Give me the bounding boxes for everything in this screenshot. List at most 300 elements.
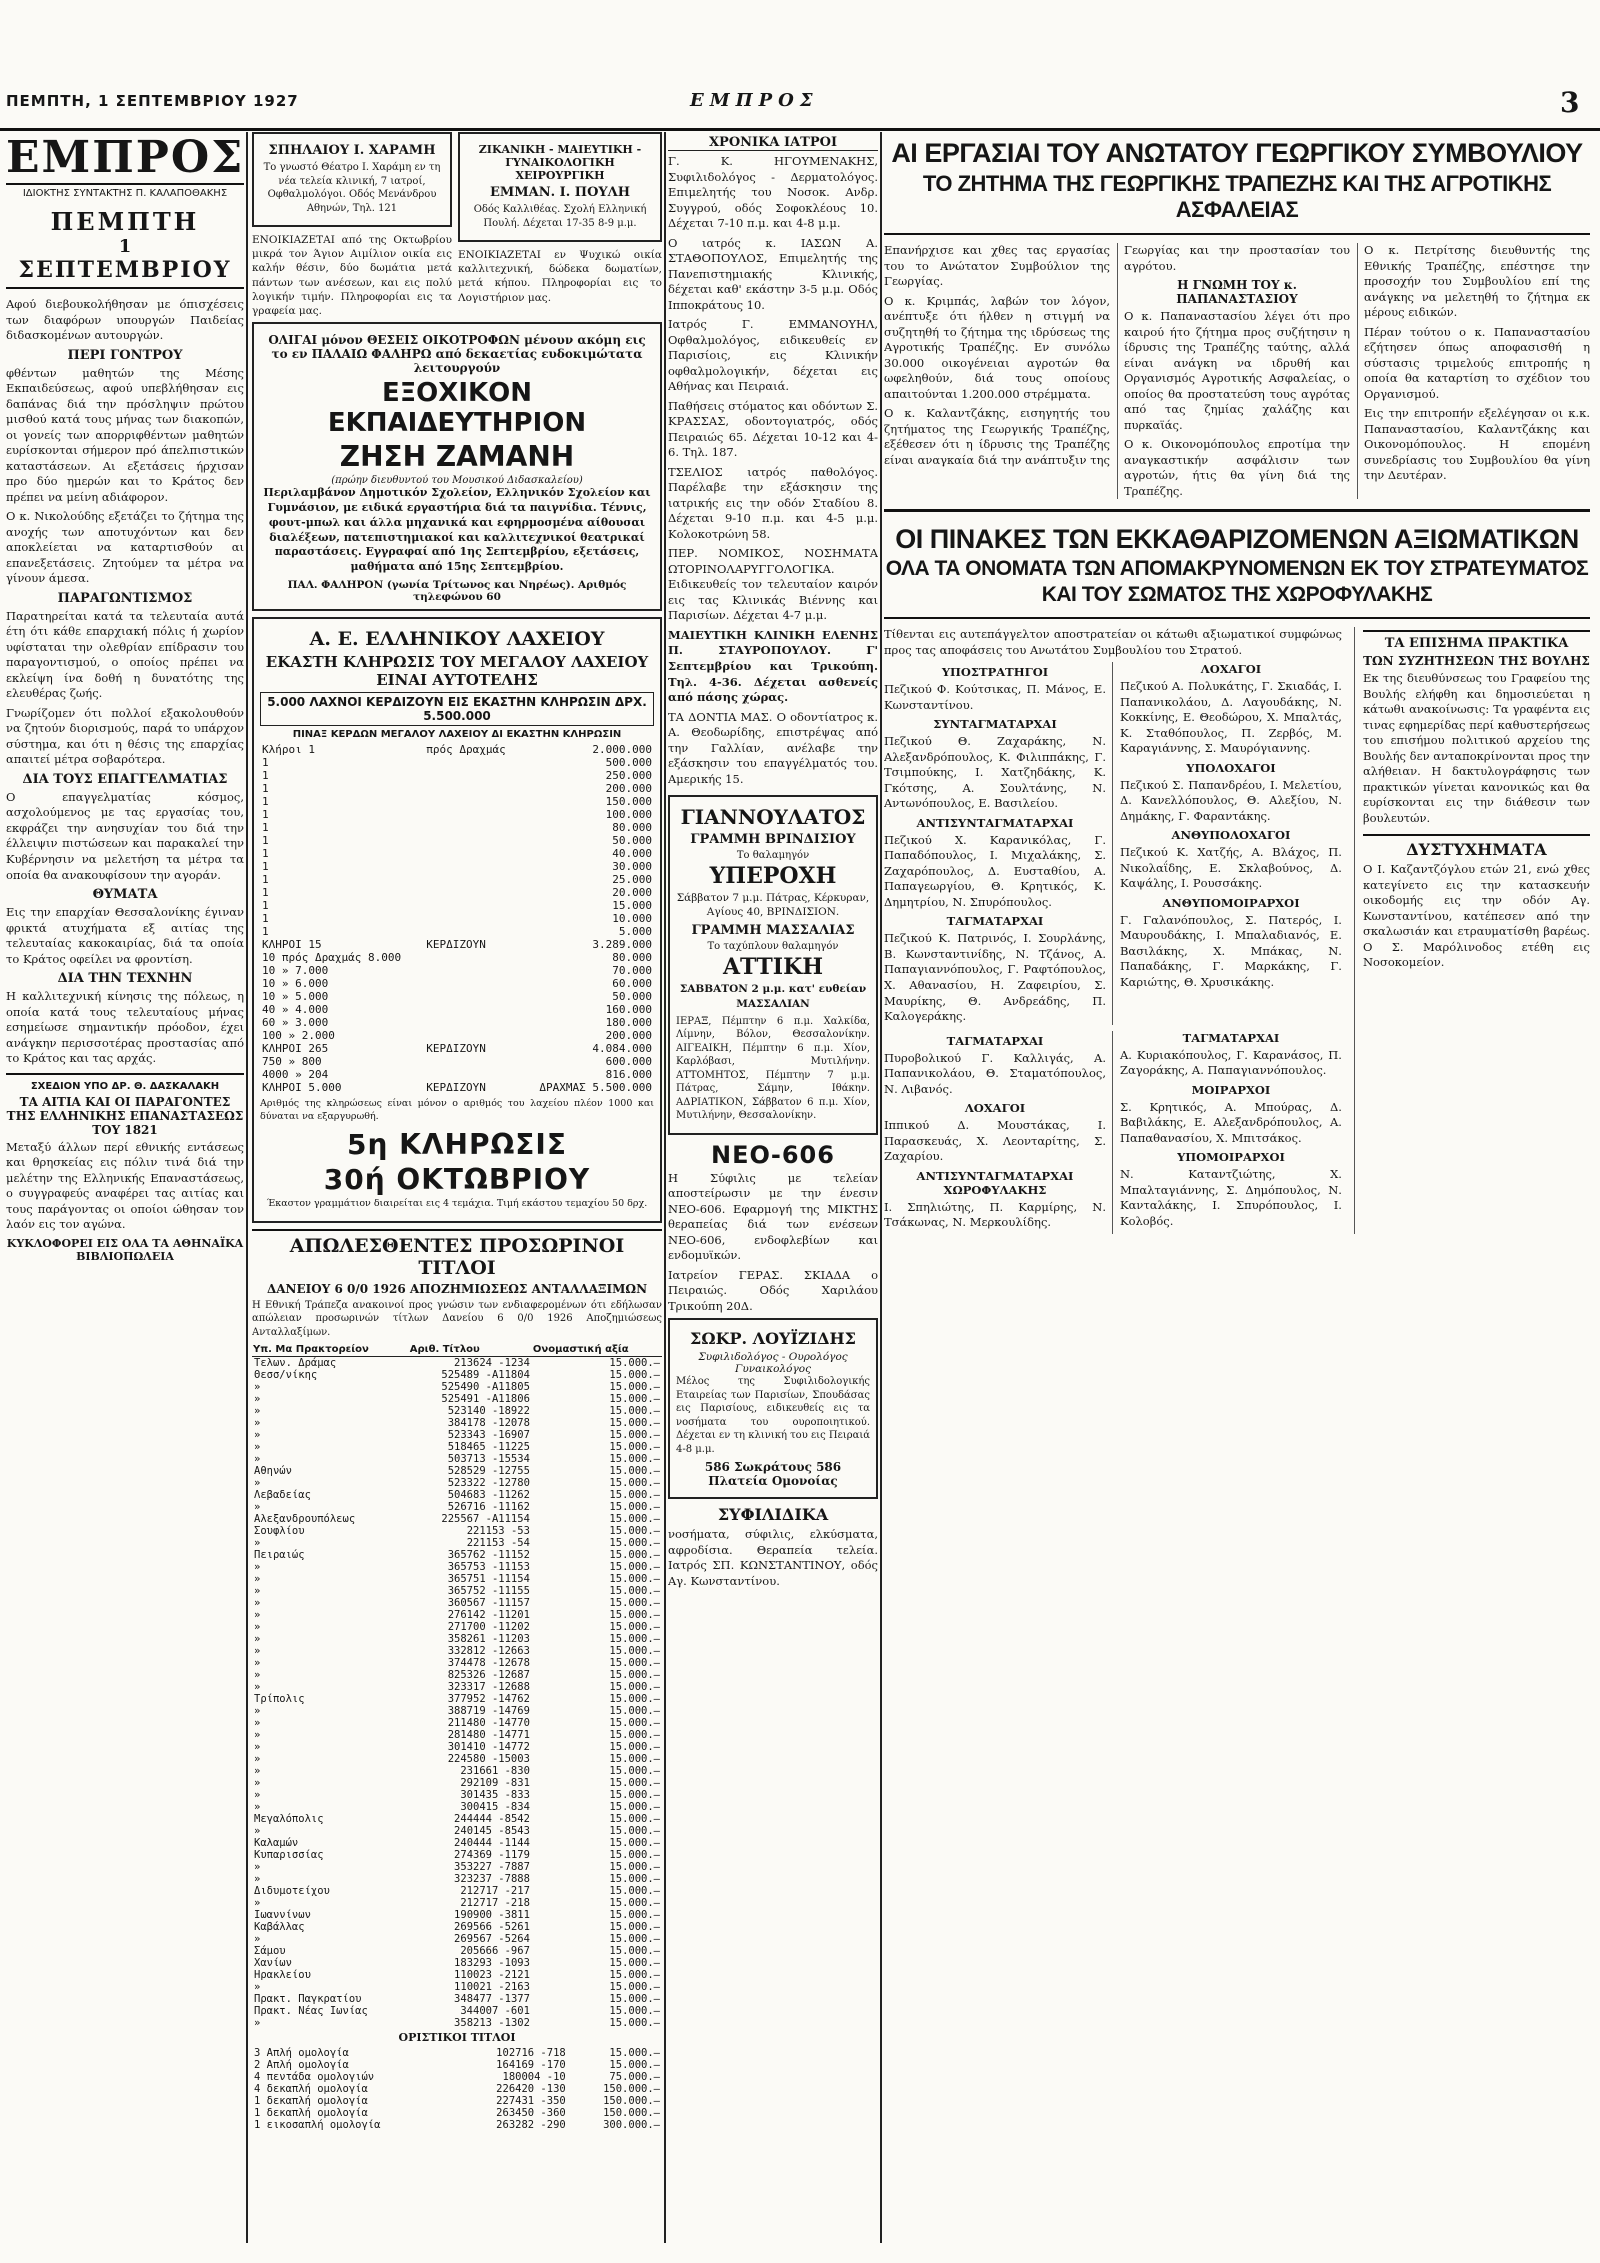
- lottery-cell: 1: [262, 795, 269, 809]
- masthead-logo: ΕΜΠΡΟΣ: [6, 132, 244, 183]
- lottery-cell: [424, 795, 520, 808]
- lottery-cell: [424, 951, 520, 964]
- bonds-row: [252, 1729, 662, 1741]
- lottery-cell: 1: [262, 899, 269, 913]
- article-heading: ΔΙΑ ΤΟΥΣ ΕΠΑΓΓΕΛΜΑΤΙΑΣ: [22, 771, 228, 787]
- lottery-cell: [424, 925, 520, 938]
- lottery-cell: ΚΕΡΔΙΖΟΥΝ: [426, 1081, 486, 1095]
- rank-heading: ΥΠΟΣΤΡΑΤΗΓΟΙ: [941, 665, 1049, 680]
- bonds-cell: Αθηνών: [254, 1465, 292, 1478]
- ship-route: ΣΑΒΒΑΤΟΝ 2 μ.μ. κατ' ευθείαν ΜΑΣΣΑΛΙΑΝ: [679, 983, 867, 1010]
- divider: [884, 509, 1590, 512]
- lottery-cell: 1: [262, 821, 269, 835]
- article-footer: ΚΥΚΛΟΦΟΡΕΙ ΕΙΣ ΟΛΑ ΤΑ ΑΘΗΝΑΪΚΑ ΒΙΒΛΙΟΠΩΛΕΙΑ: [6, 1236, 244, 1263]
- bonds-cell: Πειραιώς: [254, 1549, 305, 1562]
- bonds-cell: Λεβαδείας: [254, 1489, 311, 1502]
- rank-heading: ΑΝΘΥΠΟΜΟΙΡΑΡΧΟΙ: [1162, 895, 1300, 910]
- bonds-cell: 1 εικοσαπλή ομολογία: [254, 2119, 381, 2132]
- lottery-row: [260, 886, 654, 899]
- page-header: [0, 84, 1600, 131]
- lottery-cell: 5.000: [618, 925, 652, 939]
- lottery-cell: [424, 782, 520, 795]
- article-paragraph: Εις την επιτροπήν εξελέγησαν οι κ.κ. Παπαναστασίου, Καλαντζάκης και Οικονομόπουλος. Η επομένη συνεδρίασις του Συμβουλίου θα γίνη την Δευτέραν.: [1364, 406, 1590, 483]
- bonds-cell: 15.000.—: [609, 1645, 660, 1658]
- lottery-row: [260, 847, 654, 860]
- masthead-day: ΠΕΜΠΤΗ: [50, 207, 200, 236]
- lottery-row: [260, 925, 654, 938]
- bonds-row: [252, 1945, 662, 1957]
- lottery-cell: 816.000: [605, 1068, 652, 1082]
- lottery-cell: 1: [262, 834, 269, 848]
- lottery-cell: 10 » 6.000: [262, 977, 329, 991]
- lottery-cell: ΔΡΑΧΜΑΣ 5.500.000: [539, 1081, 652, 1095]
- lottery-note: Αριθμός της κληρώσεως είναι μόνον ο αριθμός του λαχείου πλέον 1000 και δύναται να εξαργυρωθή.: [260, 1098, 654, 1122]
- lottery-subtitle: ΕΚΑΣΤΗ ΚΛΗΡΩΣΙΣ ΤΟΥ ΜΕΓΑΛΟΥ ΛΑΧΕΙΟΥ ΕΙΝΑΙ ΑΥΤΟΤΕΛΗΣ: [265, 653, 649, 690]
- lottery-row: [260, 782, 654, 795]
- bonds-cell: »: [254, 1585, 261, 1598]
- lottery-cell: [424, 847, 520, 860]
- lottery-row: [260, 990, 654, 1003]
- article-paragraph: Η καλλιτεχνική κίνησις της πόλεως, η οποία κατά τους τελευταίους μήνας εσημείωσε σημαντικήν πρόοδον, έχει ανάγκην περισσοτέρας προστασίας από το Κράτος και τας αρχάς.: [6, 989, 244, 1066]
- bonds-cell: 269566 -5261: [454, 1921, 530, 1934]
- bonds-cell: »: [254, 1741, 261, 1754]
- lottery-cell: 100 » 2.000: [262, 1029, 335, 1043]
- rank-names: Γ. Γαλανόπουλος, Σ. Πατερός, Ι. Μαυρουδάκης, Ι. Μπαλαδιανός, Ε. Βασιλάκης, Χ. Μπάκας, Ν. Παπαδάκης, Γ. Μαρκάκης, Γ. Καριώτης, Θ. Χρυσικάκης.: [1119, 912, 1342, 989]
- masthead-editor: ΙΔΙΟΚΤΗΣ ΣΥΝΤΑΚΤΗΣ Π. ΚΑΛΑΠΟΘΑΚΗΣ: [22, 188, 228, 199]
- bonds-row: [252, 1621, 662, 1633]
- lottery-row: [260, 1029, 654, 1042]
- bonds-cell: »: [254, 1609, 261, 1622]
- lottery-cell: [424, 977, 520, 990]
- bonds-cell: 332812 -12663: [447, 1645, 530, 1658]
- bonds-cell: 15.000.—: [609, 1597, 660, 1610]
- bonds-cell: 15.000.—: [609, 1477, 660, 1490]
- bonds-row: [252, 1861, 662, 1873]
- lottery-cell: 10 πρός Δραχμάς 8.000: [262, 951, 402, 965]
- bonds-cell: 15.000.—: [609, 1441, 660, 1454]
- lottery-cell: 750 » 800: [262, 1055, 322, 1069]
- header-date: ΠΕΜΠΤΗ, 1 ΣΕΠΤΕΜΒΡΙΟΥ 1927: [6, 92, 299, 110]
- next-draw-date: 30ή ΟΚΤΩΒΡΙΟΥ: [323, 1162, 591, 1196]
- lottery-table: [260, 743, 654, 1094]
- rank-names: Πεζικού Φ. Κούτσικας, Π. Μάνος, Ε. Κωνσταντίνου.: [884, 682, 1106, 712]
- bonds-cell: 271700 -11202: [447, 1621, 530, 1634]
- lottery-cell: [424, 886, 520, 899]
- bonds-cell: Ηρακλείου: [254, 1969, 311, 1982]
- bonds-cell: Μεγαλόπολις: [254, 1813, 324, 1826]
- bonds-row: [252, 1813, 662, 1825]
- article-paragraph: Ο κ. Κριμπάς, λαβών τον λόγον, ανέπτυξε ότι ήλθεν η στιγμή να συζητηθή το ζήτημα της ιδρύσεως της Αγροτικής Τραπέζης. Εν συνόλω 30.000 οικογένειαι αγροτών θα ωφεληθούν, διά τους οποίους απαιτούνται 1.200.000 στρέμματα.: [884, 293, 1110, 401]
- bonds-cell: 4 πεντάδα ομολογιών: [254, 2071, 375, 2084]
- bonds-cell: »: [254, 1933, 261, 1946]
- bonds-cell: 15.000.—: [609, 1981, 660, 1994]
- school-address: ΠΑΛ. ΦΑΛΗΡΟΝ (γωνία Τρίτωνος και Νηρέως). Αριθμός τηλεφώνου 60: [287, 579, 627, 604]
- lottery-row: [260, 1042, 654, 1055]
- bonds-cell: 15.000.—: [609, 1537, 660, 1550]
- lottery-cell: [424, 808, 520, 821]
- bonds-cell: 110021 -2163: [454, 1981, 530, 1994]
- bonds-cell: 15.000.—: [609, 1945, 660, 1958]
- bonds-cell: 224580 -15003: [447, 1753, 530, 1766]
- bonds-cell: 15.000.—: [609, 1585, 660, 1598]
- rank-heading: ΤΑΓΜΑΤΑΡΧΑΙ: [946, 1033, 1044, 1048]
- officer-lists: [884, 662, 1342, 1024]
- bonds-cell: 1 δεκαπλή ομολογία: [254, 2095, 368, 2108]
- bonds-cell: Καλαμών: [254, 1837, 299, 1850]
- doctor-address: 586 Σωκράτους 586 Πλατεία Ομονοίας: [704, 1460, 842, 1489]
- bonds-cell: Χανίων: [254, 1957, 292, 1970]
- officer-lists-2: [884, 1031, 1342, 1234]
- bonds-cell: 15.000.—: [609, 1429, 660, 1442]
- ship-route: Σάββατον 7 μ.μ. Πάτρας, Κέρκυραν, Αγίους 40, ΒΡΙΝΔΙΣΙΟΝ.: [676, 892, 870, 919]
- lottery-cell: 25.000: [612, 873, 652, 887]
- bonds-cell: »: [254, 1537, 261, 1550]
- rank-heading: ΣΥΝΤΑΓΜΑΤΑΡΧΑΙ: [933, 717, 1057, 732]
- article-heading: ΔΙΑ ΤΗΝ ΤΕΧΝΗΝ: [57, 971, 193, 987]
- lottery-row: [260, 977, 654, 990]
- lottery-row: [260, 1068, 654, 1081]
- lottery-cell: 180.000: [605, 1016, 652, 1030]
- shipping-line: ΓΡΑΜΜΗ ΒΡΙΝΔΙΣΙΟΥ: [690, 832, 856, 848]
- bonds-row: [252, 1597, 662, 1609]
- school-owner: ΖΗΣΗ ΖΑΜΑΝΗ: [339, 440, 575, 474]
- bonds-cell: 75.000.—: [609, 2071, 660, 2084]
- lottery-row: [260, 1016, 654, 1029]
- masthead-month: ΣΕΠΤΕΜΒΡΙΟΥ: [6, 257, 244, 289]
- article-paragraph: Μεταξύ άλλων περί εθνικής εντάσεως και θρησκείας εις πόλιν τινά διά την μελέτην της Ελληνικής Επαναστάσεως, ο συγγραφεύς αναφέρει τας αιτίας και τους παράγοντας οι οποίοι ώθησαν τον λαόν εις τον αγώνα.: [6, 1139, 244, 1232]
- bonds-row: [252, 1657, 662, 1669]
- bonds-cell: 227431 -350: [496, 2095, 566, 2108]
- article-paragraph: Εις την επαρχίαν Θεσσαλονίκης έγιναν φρικτά ατυχήματα εξ αιτίας της τελευταίας κακοκαιρίας, διά τα οποία το Κράτος οφείλει να φροντίση.: [6, 905, 244, 966]
- rank-names: Πεζικού Α. Πολυκάτης, Γ. Σκιαδάς, Ι. Παπανικολάου, Δ. Λαγουδάκης, Ν. Κοκκίνης, Ε. Θεοδώρου, Χ. Μπαλτάς, Κ. Σταθόπουλος, Π. Ζερβός, Μ. Καραγιάννης, Σ. Μαυρόγιαννης.: [1119, 679, 1342, 756]
- bonds-row: [252, 2071, 662, 2083]
- bonds-cell: Καβάλλας: [254, 1921, 305, 1934]
- agri-subheadline: ΤΟ ΖΗΤΗΜΑ ΤΗΣ ΓΕΩΡΓΙΚΗΣ ΤΡΑΠΕΖΗΣ ΚΑΙ ΤΗΣ ΑΓΡΟΤΙΚΗΣ ΑΣΦΑΛΕΙΑΣ: [922, 171, 1552, 222]
- bonds-cell: Ιωαννίνων: [254, 1909, 311, 1922]
- bonds-cell: 15.000.—: [609, 1369, 660, 1382]
- bonds-cell: »: [254, 1801, 261, 1814]
- shipping-company: ΓΙΑΝΝΟΥΛΑΤΟΣ: [680, 805, 866, 830]
- lottery-cell: 10 » 5.000: [262, 990, 329, 1004]
- lottery-cell: [424, 834, 520, 847]
- bonds-cell: »: [254, 1657, 261, 1670]
- lottery-cell: [424, 899, 520, 912]
- bonds-cell: 365753 -11153: [447, 1561, 530, 1574]
- syfilis-ad-text: νοσήματα, σύφιλις, ελκύσματα, αφροδίσια. Θεραπεία τελεία. Ιατρός ΣΠ. ΚΩΝΣΤΑΝΤΙΝΟΥ, οδός Αγ. Κωνσταντίνου.: [668, 1527, 878, 1588]
- bonds-row: [252, 2047, 662, 2059]
- lottery-cell: 50.000: [612, 834, 652, 848]
- bonds-row: [252, 1417, 662, 1429]
- bonds-cell: 15.000.—: [609, 1837, 660, 1850]
- bonds-cell: 102716 -718: [496, 2047, 566, 2060]
- bonds-cell: 15.000.—: [609, 1633, 660, 1646]
- bonds-cell: 212717 -217: [460, 1885, 530, 1898]
- rank-heading: ΛΟΧΑΓΟΙ: [1200, 662, 1262, 677]
- ad-title: ΣΠΗΛΑΙΟΥ Ι. ΧΑΡΑΜΗ: [268, 143, 436, 158]
- rank-names: Πεζικού Κ. Πατρινός, Ι. Σουρλάνης, Β. Κωνσταντινίδης, Ν. Τζάνος, Α. Παπαγιαννόπουλος, Γ. Ραφτόπουλος, Χ. Αθανασίου, Η. Ζαφειρίου, Σ. Μαυρίκης, Θ. Ανδρεάδης, Π. Καλογεράκης.: [884, 931, 1106, 1024]
- bonds-cell: 276142 -11201: [447, 1609, 530, 1622]
- notice-subtitle: ΔΑΝΕΙΟΥ 6 0/0 1926 ΑΠΟΖΗΜΙΩΣΕΩΣ ΑΝΤΑΛΛΑΞΙΜΩΝ: [266, 1281, 648, 1296]
- doctor-listing: Γ. Κ. ΗΓΟΥΜΕΝΑΚΗΣ, Συφιλιδολόγος - Δερματολόγος. Επιμελητής του Νοσοκ. Ανδρ. Συγγρού, οδός Σοφοκλέους 10. Δέχεται 7-10 π.μ. και 4-8 μ.μ.: [668, 154, 878, 231]
- bonds-cell: 15.000.—: [609, 1465, 660, 1478]
- lottery-row: [260, 899, 654, 912]
- lottery-cell: [424, 990, 520, 1003]
- lottery-cell: 200.000: [605, 1029, 652, 1043]
- bonds-row: [252, 2017, 662, 2029]
- bonds-row: [252, 1633, 662, 1645]
- doctor-ad: [668, 1318, 878, 1499]
- bonds-cell: »: [254, 1453, 261, 1466]
- bonds-row: [252, 1369, 662, 1381]
- bonds-cell: 15.000.—: [609, 1921, 660, 1934]
- bonds-row: [252, 1525, 662, 1537]
- bonds-row: [252, 1789, 662, 1801]
- bonds-cell: 365752 -11155: [447, 1585, 530, 1598]
- lottery-footer: Έκαστον γραμμάτιον διαιρείται εις 4 τεμάχια. Τιμή εκάστου τεμαχίου 50 δρχ.: [266, 1197, 648, 1209]
- bonds-cell: 226420 -130: [496, 2083, 566, 2096]
- ad-text: Οδός Καλλιθέας. Σχολή Ελληνική Πουλή. Δέχεται 17-35 8-9 μ.μ.: [473, 204, 647, 229]
- bonds-cell: 231661 -830: [460, 1765, 530, 1778]
- bonds-row: [252, 1921, 662, 1933]
- bonds-row: [252, 2005, 662, 2017]
- bonds-cell: 358261 -11203: [447, 1633, 530, 1646]
- bonds-row: [252, 1885, 662, 1897]
- doctor-listing: ΤΑ ΔΟΝΤΙΑ ΜΑΣ. Ο οδοντίατρος κ. Α. Θεοδωρίδης, επιστρέψας από την Γαλλίαν, ανέλαβε την εξάσκησιν του επαγγέλματός του. Αμερικής 15.: [668, 709, 878, 786]
- bonds-cell: 374478 -12678: [447, 1657, 530, 1670]
- bonds-cell: 2 Απλή ομολογία: [254, 2059, 349, 2072]
- lottery-cell: ΚΕΡΔΙΖΟΥΝ: [426, 1042, 486, 1056]
- agri-headline: ΑΙ ΕΡΓΑΣΙΑΙ ΤΟΥ ΑΝΩΤΑΤΟΥ ΓΕΩΡΓΙΚΟΥ ΣΥΜΒΟΥΛΙΟΥ: [891, 138, 1583, 168]
- bonds-cell: 15.000.—: [609, 2059, 660, 2072]
- bonds-cell: »: [254, 1405, 261, 1418]
- rank-names: Πυροβολικού Γ. Καλλιγάς, Α. Παπανικολάου, Θ. Σταματόπουλος, Ν. Λιβανός.: [884, 1050, 1106, 1096]
- bonds-cell: 15.000.—: [609, 1489, 660, 1502]
- lottery-cell: 600.000: [605, 1055, 652, 1069]
- lottery-cell: [424, 873, 520, 886]
- article-paragraph: Ο κ. Πετρίτσης διευθυντής της Εθνικής Τραπέζης, επέστησε την προσοχήν του Συμβουλίου επί της ανάγκης να μελετηθή το ζήτημα εκ μέρους ειδικών.: [1364, 243, 1590, 320]
- bonds-row: [252, 1453, 662, 1465]
- bonds-cell: 525489 -A11804: [441, 1369, 530, 1382]
- lottery-row: [260, 821, 654, 834]
- lottery-row: [260, 860, 654, 873]
- bonds-row: [252, 1693, 662, 1705]
- bonds-cell: 353227 -7887: [454, 1861, 530, 1874]
- bonds-row: [252, 2095, 662, 2107]
- bonds-cell: 213624 -1234: [454, 1357, 530, 1370]
- lottery-row: [260, 1055, 654, 1068]
- lottery-cell: [424, 1016, 520, 1029]
- rank-heading: ΑΝΘΥΠΟΛΟΧΑΓΟΙ: [1171, 828, 1291, 843]
- bonds-row: [252, 1501, 662, 1513]
- lottery-cell: [424, 964, 520, 977]
- lottery-cell: [424, 756, 520, 769]
- article-paragraph: Γνωρίζομεν ότι πολλοί εξακολουθούν να ζητούν διορισμούς, παρά το υπάρχον σύστημα, και ότι η θέσις της επαρχίας απαιτεί μέτρα σοβαρότερα.: [6, 705, 244, 767]
- doctor-name: ΕΜΜΑΝ. Ι. ΠΟΥΛΗ: [489, 185, 631, 200]
- article-paragraph: Εκ της διευθύνσεως του Γραφείου της Βουλής ελήφθη και δημοσιεύεται η κάτωθι ανακοίνωσις: Τα γραφέντα εις τινας εφημερίδας περί καθυστερήσεως του επισήμου πολιτικού αρχείου της Βουλής δεν ανταποκρίνονται προς την αλήθειαν. Η δακτυλογράφησις των πρακτικών γίνεται κανονικώς και θα ευρίσκονται εις την διάθεσιν των βουλευτών.: [1362, 671, 1590, 825]
- bonds-cell: »: [254, 1789, 261, 1802]
- bonds-row: [252, 1705, 662, 1717]
- lottery-cell: ΚΛΗΡΟΙ 5.000: [262, 1081, 342, 1095]
- lottery-row: [260, 1081, 654, 1094]
- bonds-cell: »: [254, 1729, 261, 1742]
- bonds-cell: 15.000.—: [609, 1813, 660, 1826]
- lottery-row: [260, 795, 654, 808]
- lottery-row: [260, 1003, 654, 1016]
- rank-heading: ΛΟΧΑΓΟΙ: [964, 1101, 1026, 1116]
- bonds-row: [252, 1681, 662, 1693]
- lottery-cell: [424, 912, 520, 925]
- bonds-row: [252, 1993, 662, 2005]
- lottery-cell: 1: [262, 756, 269, 770]
- lottery-row: [260, 964, 654, 977]
- bonds-cell: 4 δεκαπλή ομολογία: [254, 2083, 368, 2096]
- rank-names: Πεζικού Κ. Χατζής, Α. Βλάχος, Π. Νικολαΐδης, Ε. Σκλαβούνος, Δ. Καψάλης, Ι. Ρουσσάκης.: [1119, 845, 1342, 891]
- rank-names: Ν. Καταντζιώτης, Χ. Μπαλταγιάννης, Σ. Δημόπουλος, Ν. Κανταλάκης, Ι. Σπυρόπουλος, Ι. Κολοβός.: [1119, 1167, 1342, 1228]
- parliament-heading: ΤΑ ΕΠΙΣΗΜΑ ΠΡΑΚΤΙΚΑ: [1363, 630, 1590, 651]
- lost-bonds-notice: [252, 1229, 662, 2132]
- bonds-row: [252, 1537, 662, 1549]
- notice-title: ΑΠΩΛΕΣΘΕΝΤΕΣ ΠΡΟΣΩΡΙΝΟΙ ΤΙΤΛΟΙ: [252, 1229, 662, 1279]
- school-headline: ΟΛΙΓΑΙ μόνον ΘΕΣΕΙΣ ΟΙΚΟΤΡΟΦΩΝ μένουν ακόμη εις το εν ΠΑΛΑΙΩ ΦΑΛΗΡΩ από δεκαετίας ευδοκιμώτατα λειτουργούν: [268, 333, 646, 376]
- doctor-specialty: Συφιλιδολόγος - Ουρολόγος Γυναικολόγος: [698, 1351, 848, 1376]
- divider: [6, 1073, 244, 1075]
- lottery-row: [260, 873, 654, 886]
- bonds-cell: 15.000.—: [609, 1969, 660, 1982]
- lottery-cell: 160.000: [605, 1003, 652, 1017]
- rank-names: Σ. Κρητικός, Α. Μπούρας, Δ. Βαβιλάκης, Ε. Αλεξανδρόπουλος, Α. Παπαθανασίου, Χ. Μπιτσάκος.: [1119, 1099, 1342, 1145]
- lottery-cell: 4.084.000: [592, 1042, 652, 1056]
- bonds-cell: Σάμου: [254, 1945, 286, 1958]
- lottery-cell: 20.000: [612, 886, 652, 900]
- bonds-cell: Αλεξανδρουπόλεως: [254, 1513, 356, 1526]
- article-heading: ΘΥΜΑΤΑ: [92, 887, 158, 903]
- bonds-cell: »: [254, 1417, 261, 1430]
- bonds-cell: 300.000.—: [603, 2119, 660, 2132]
- article-paragraph: Επανήρχισε και χθες τας εργασίας του το Ανώτατον Συμβούλιον της Γεωργίας.: [884, 243, 1110, 289]
- bonds-row: [252, 1405, 662, 1417]
- bonds-row: [252, 1357, 662, 1370]
- bonds-row: [252, 1429, 662, 1441]
- masthead: [6, 132, 244, 289]
- rank-names: Ιππικού Δ. Μουστάκας, Ι. Παρασκευάς, Χ. Λεονταρίτης, Σ. Ζαχαρίου.: [884, 1118, 1106, 1164]
- lottery-cell: Κλήροι 1: [262, 743, 315, 757]
- bonds-cell: 15.000.—: [609, 1525, 660, 1538]
- officers-subheadline: ΟΛΑ ΤΑ ΟΝΟΜΑΤΑ ΤΩΝ ΑΠΟΜΑΚΡΥΝΟΜΕΝΩΝ ΕΚ ΤΟΥ ΣΤΡΑΤΕΥΜΑΤΟΣ: [885, 557, 1589, 581]
- bonds-cell: 15.000.—: [609, 1741, 660, 1754]
- article-paragraph: Πέραν τούτου ο κ. Παπαναστασίου εζήτησεν όπως αποφασισθή η σύστασις τριμελούς επιτροπής η οποία θα καταρτίση το σχέδιον του Οργανισμού.: [1364, 324, 1590, 401]
- lottery-cell: 1: [262, 925, 269, 939]
- lottery-cell: 60 » 3.000: [262, 1016, 329, 1030]
- bonds-cell: »: [254, 1633, 261, 1646]
- article-paragraph: Αφού διεβουκολήθησαν με όπισχέσεις των διαφόρων υπουργών Παιδείας διδασκομένων αυτουργών.: [6, 297, 244, 343]
- article-paragraph: Τίθενται εις αυτεπάγγελτον αποστρατείαν οι κάτωθι αξιωματικοί συμφώνως προς τας αποφάσεις του Ανωτάτου Συμβουλίου του Στρατού.: [884, 627, 1342, 657]
- lottery-row: [260, 756, 654, 769]
- bonds-cell: »: [254, 1777, 261, 1790]
- bonds-row: [252, 1477, 662, 1489]
- bonds-cell: 221153 -54: [466, 1537, 530, 1550]
- bonds-row: [252, 1489, 662, 1501]
- bonds-cell: 225567 -A11154: [441, 1513, 530, 1526]
- rank-heading: ΤΑΓΜΑΤΑΡΧΑΙ: [1182, 1030, 1280, 1045]
- bonds-cell: 183293 -1093: [454, 1957, 530, 1970]
- bonds-row: [252, 1393, 662, 1405]
- lottery-row: [260, 834, 654, 847]
- bonds-cell: 15.000.—: [609, 1957, 660, 1970]
- bonds-cell: Σουφλίου: [254, 1525, 305, 1538]
- article-paragraph: Ο κ. Οικονομόπουλος επροτίμα την αναγκαστικήν ασφάλισιν των αγροτών, ήτις θα γίνη διά της Τραπέζης.: [1124, 437, 1350, 498]
- bonds-final-table: [252, 2047, 662, 2131]
- lottery-cell: 100.000: [605, 808, 652, 822]
- bonds-cell: 528529 -12755: [447, 1465, 530, 1478]
- bonds-cell: Διδυμοτείχου: [254, 1885, 330, 1898]
- column-rule: [246, 132, 248, 2243]
- bonds-cell: 15.000.—: [609, 1849, 660, 1862]
- bonds-cell: 240444 -1144: [454, 1837, 530, 1850]
- bonds-cell: 15.000.—: [609, 1657, 660, 1670]
- bonds-cell: 15.000.—: [609, 1561, 660, 1574]
- lottery-cell: 15.000: [612, 899, 652, 913]
- lottery-cell: 60.000: [612, 977, 652, 991]
- bonds-cell: »: [254, 1765, 261, 1778]
- bonds-cell: 377952 -14762: [447, 1693, 530, 1706]
- bonds-cell: »: [254, 1381, 261, 1394]
- bonds-cell: »: [254, 1717, 261, 1730]
- article-heading: ΤΑ ΑΙΤΙΑ ΚΑΙ ΟΙ ΠΑΡΑΓΟΝΤΕΣ ΤΗΣ ΕΛΛΗΝΙΚΗΣ ΕΠΑΝΑΣΤΑΣΕΩΣ ΤΟΥ 1821: [6, 1094, 244, 1137]
- lottery-cell: 1: [262, 912, 269, 926]
- bonds-cell: 15.000.—: [609, 1513, 660, 1526]
- bonds-cell: 15.000.—: [609, 2005, 660, 2018]
- bonds-cell: 221153 -53: [466, 1525, 530, 1538]
- ship-name: ΥΠΕΡΟΧΗ: [709, 863, 837, 890]
- bonds-row: [252, 1909, 662, 1921]
- lottery-cell: 1: [262, 847, 269, 861]
- bonds-cell: Κυπαρισσίας: [254, 1849, 324, 1862]
- bonds-cell: 211480 -14770: [447, 1717, 530, 1730]
- bonds-cell: 365751 -11154: [447, 1573, 530, 1586]
- bonds-row: [252, 1513, 662, 1525]
- bonds-row: [252, 1585, 662, 1597]
- bonds-cell: 523140 -18922: [447, 1405, 530, 1418]
- shipping-ad: [668, 795, 878, 1135]
- bonds-row: [252, 1765, 662, 1777]
- bonds-cell: 15.000.—: [609, 2047, 660, 2060]
- bonds-cell: 15.000.—: [609, 1501, 660, 1514]
- lottery-cell: 1: [262, 886, 269, 900]
- rank-heading: ΤΑΓΜΑΤΑΡΧΑΙ: [946, 914, 1044, 929]
- bonds-cell: 15.000.—: [609, 1693, 660, 1706]
- bonds-cell: 15.000.—: [609, 1705, 660, 1718]
- article-heading: ΠΕΡΙ ΓΟΝΤΡΟΥ: [67, 347, 183, 363]
- bonds-cell: 15.000.—: [609, 1777, 660, 1790]
- bonds-row: [252, 2119, 662, 2131]
- masthead-date-number: 1: [118, 236, 132, 257]
- article-paragraph: Ο επαγγελματίας κόσμος, ασχολούμενος με τας εργασίας του, εκφράζει την ανησυχίαν του διά την έλλειψιν πιστώσεων και παρακαλεί την Κυβέρνησιν να μελετήση τα μέτρα τα οποία θα ανακουφίσουν την αγοράν.: [6, 789, 244, 882]
- rank-heading: ΥΠΟΛΟΧΑΓΟΙ: [1186, 760, 1276, 775]
- bonds-cell: »: [254, 1597, 261, 1610]
- medicine-ad-title: ΝΕΟ-606: [711, 1140, 835, 1169]
- bonds-column-header: Υπ. Μα Πρακτορείον: [252, 1343, 409, 1357]
- syfilis-ad-title: ΣΥΦΙΛΙΔΙΚΑ: [717, 1505, 829, 1525]
- bonds-cell: 15.000.—: [609, 1417, 660, 1430]
- bonds-row: [252, 1801, 662, 1813]
- bonds-row: [252, 1753, 662, 1765]
- doctor-name: ΣΩΚΡ. ΛΟΥΪΖΙΔΗΣ: [690, 1329, 856, 1349]
- bonds-row: [252, 1465, 662, 1477]
- officers-subheadline-2: ΚΑΙ ΤΟΥ ΣΩΜΑΤΟΣ ΤΗΣ ΧΩΡΟΦΥΛΑΚΗΣ: [1041, 583, 1433, 607]
- ad-text: Το γνωστό Θέατρο Ι. Χαράμη εν τη νέα τελεία κλινική, 7 ιατροί, Οφθαλμολόγοι. Οδός Μενάνδρου Αθηνών, Τηλ. 121: [263, 162, 441, 214]
- bonds-cell: »: [254, 1981, 261, 1994]
- classified-ad: ΕΝΟΙΚΙΑΖΕΤΑΙ εν Ψυχικώ οικία καλλιτεχνική, δώδεκα δωματίων, μετά κήπου. Πληροφορίαι εις το Λογιστήριον μας.: [458, 249, 662, 304]
